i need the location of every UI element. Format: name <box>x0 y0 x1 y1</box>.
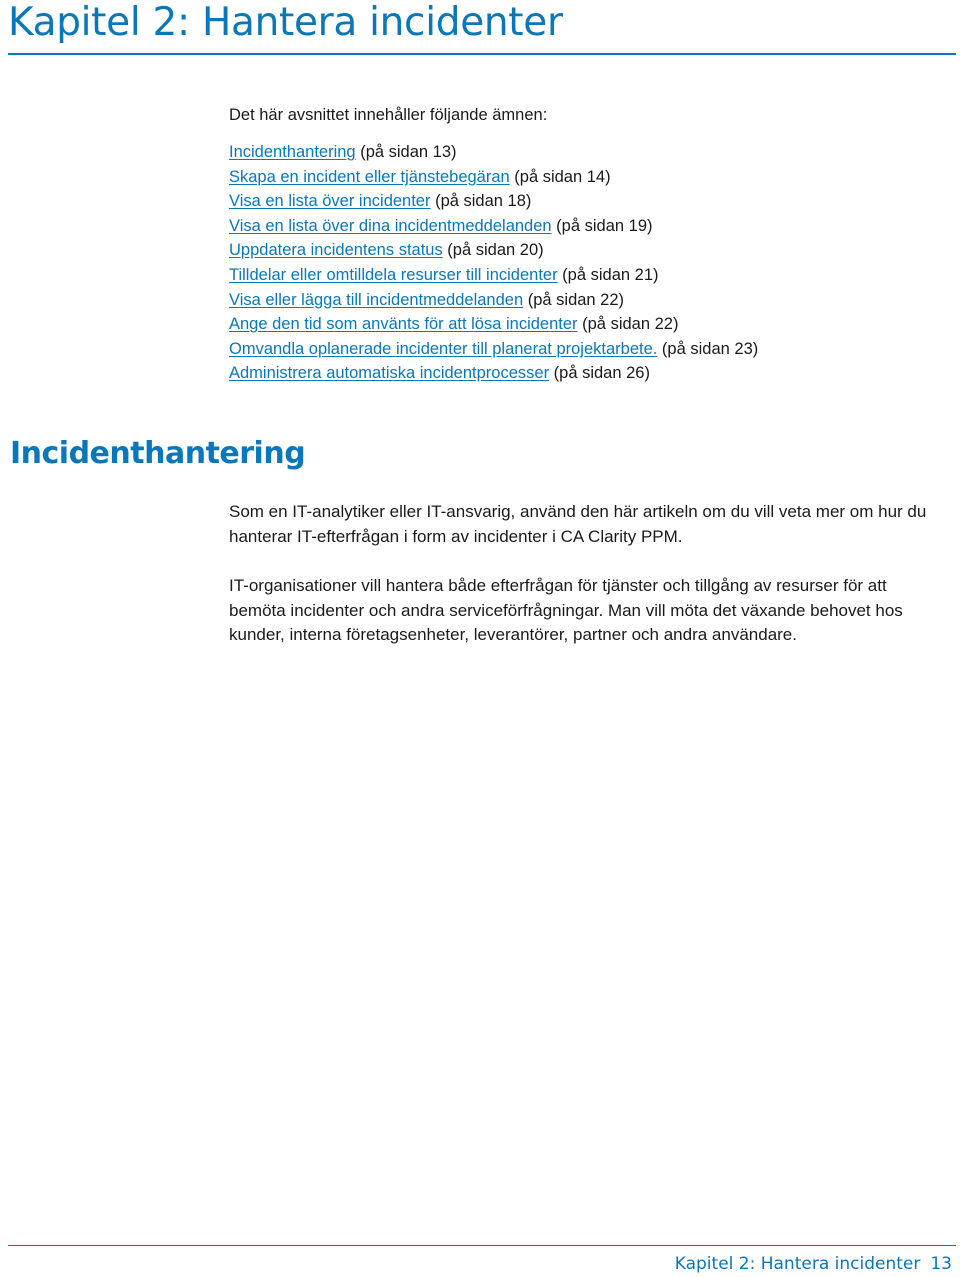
toc-page-ref: (på sidan 19) <box>551 216 653 235</box>
section-title: Incidenthantering <box>10 436 306 471</box>
toc-link[interactable]: Omvandla oplanerade incidenter till planerat projektarbete. <box>229 339 658 358</box>
toc-link[interactable]: Visa en lista över incidenter <box>229 192 431 211</box>
chapter-title: Kapitel 2: Hantera incidenter <box>8 0 563 45</box>
toc-item <box>229 361 758 386</box>
toc-link[interactable]: Administrera automatiska incidentprocesser <box>229 364 550 383</box>
toc-page-ref: (på sidan 13) <box>355 143 457 161</box>
toc-page-ref: (på sidan 22) <box>523 290 625 309</box>
toc-link[interactable]: Tilldelar eller omtilldela resurser till incidenter <box>229 265 558 284</box>
table-of-contents <box>229 140 758 386</box>
toc-page-ref: (på sidan 20) <box>442 241 544 260</box>
toc-item <box>229 140 758 165</box>
toc-link[interactable]: Visa eller lägga till incidentmeddelanden <box>229 290 524 309</box>
toc-link[interactable]: Visa en lista över dina incidentmeddelanden <box>229 216 552 235</box>
toc-link[interactable]: Ange den tid som använts för att lösa incidenter <box>229 315 578 334</box>
footer-divider <box>8 1245 956 1246</box>
toc-item <box>229 337 758 362</box>
toc-page-ref: (på sidan 22) <box>577 315 679 334</box>
body-paragraph: Som en IT-analytiker eller IT-ansvarig, använd den här artikeln om du vill veta mer om hur du hanterar IT-efterfrågan i form av incidenter i CA Clarity PPM. <box>229 502 927 546</box>
toc-item <box>229 214 758 239</box>
page-number: 13 <box>930 1254 952 1274</box>
toc-page-ref: (på sidan 23) <box>657 339 759 358</box>
toc-page-ref: (på sidan 26) <box>549 364 650 383</box>
toc-item <box>229 189 758 214</box>
page-footer <box>675 1252 952 1276</box>
toc-page-ref: (på sidan 14) <box>509 167 611 186</box>
toc-item <box>229 165 758 190</box>
toc-link[interactable]: Skapa en incident eller tjänstebegäran <box>229 167 510 186</box>
toc-intro: Det här avsnittet innehåller följande ämnen: <box>229 106 548 124</box>
toc-link[interactable]: Incidenthantering <box>229 143 356 161</box>
toc-page-ref: (på sidan 21) <box>557 265 659 284</box>
toc-link[interactable]: Uppdatera incidentens status <box>229 241 443 260</box>
toc-item <box>229 263 758 288</box>
title-divider <box>8 53 956 55</box>
toc-page-ref: (på sidan 18) <box>430 192 532 211</box>
body-paragraph: IT-organisationer vill hantera både efterfrågan för tjänster och tillgång av resurser för att bemöta incidenter och andra serviceförfrågningar. Man vill möta det växande behovet hos kunder, interna företagsenheter, leverantörer, partner och andra användare. <box>229 576 903 644</box>
toc-item <box>229 288 758 313</box>
toc-item <box>229 312 758 337</box>
footer-chapter-label: Kapitel 2: Hantera incidenter <box>674 1254 921 1274</box>
toc-item <box>229 238 758 263</box>
